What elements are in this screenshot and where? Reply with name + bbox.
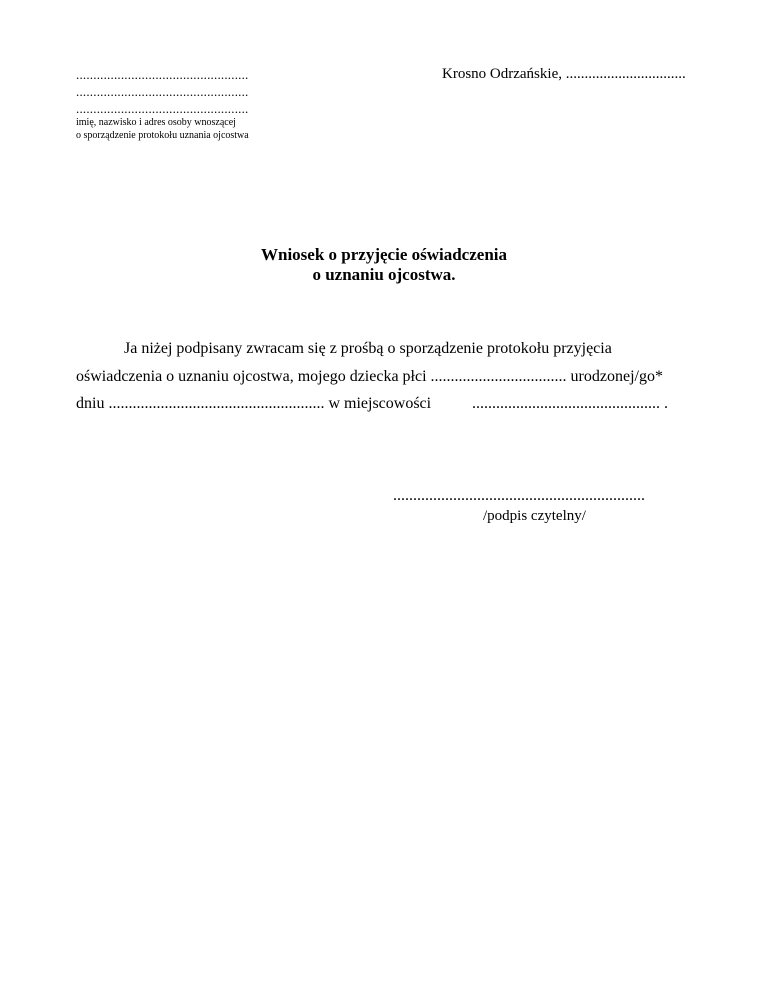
body-line-1: Ja niżej podpisany zwracam się z prośbą o sporządzenie protokołu przyjęcia [124, 340, 612, 357]
signature-line: ............................................................... [393, 487, 645, 504]
applicant-caption-1: imię, nazwisko i adres osoby wnoszącej [76, 117, 236, 128]
document-title-line-1: Wniosek o przyjęcie oświadczenia [261, 245, 507, 264]
body-line-2: oświadczenia o uznaniu ojcostwa, mojego dziecka płci .................................. urodzonej/go* [76, 368, 663, 385]
place-date: Krosno Odrzańskie, ................................ [442, 66, 686, 82]
body-line-3-start: dniu ...................................................... w miejscowości [76, 395, 432, 412]
document-title-line-2: o uznaniu ojcostwa. [312, 265, 456, 284]
body-line-3-end: ............................................... . [472, 395, 668, 412]
applicant-line-3: .................................................. [76, 101, 249, 116]
signature-caption: /podpis czytelny/ [483, 508, 586, 524]
applicant-line-2: .................................................. [76, 84, 249, 99]
applicant-caption-2: o sporządzenie protokołu uznania ojcostwa [76, 130, 249, 141]
applicant-line-1: .................................................. [76, 67, 249, 82]
